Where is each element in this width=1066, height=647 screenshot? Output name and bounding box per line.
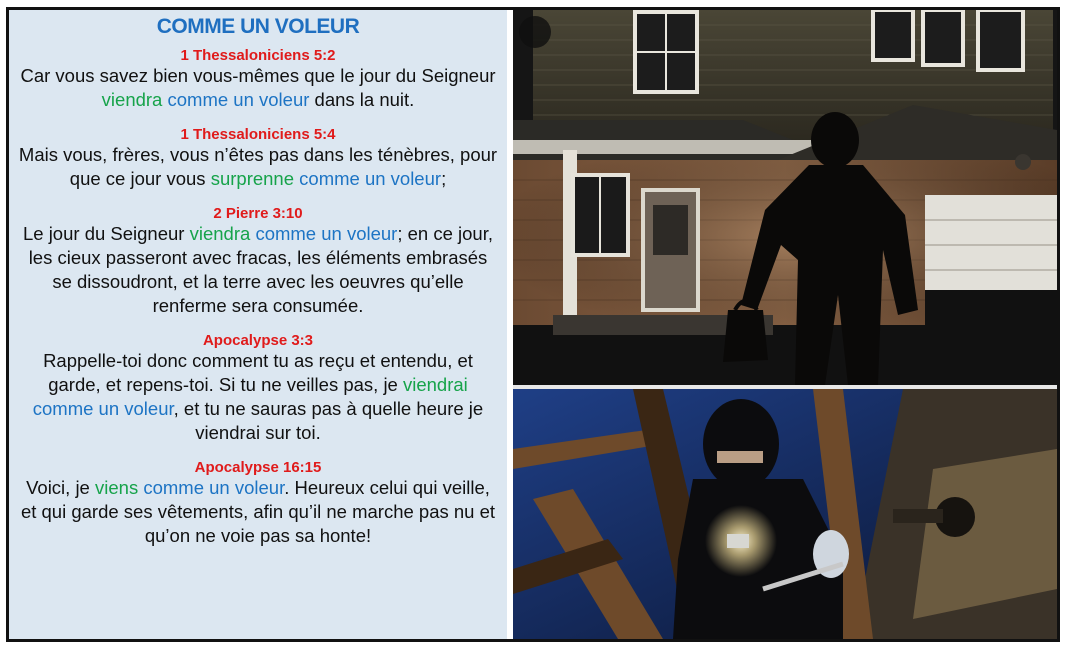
page-frame — [6, 7, 1060, 642]
verse-text: Mais vous, frères, vous n’êtes pas dans les ténèbres, pour que ce jour vous surprenne comme un voleur; — [18, 144, 498, 189]
burglar-window-photo — [513, 389, 1057, 639]
highlight-verb: viendra — [101, 89, 163, 110]
verse-reference: Apocalypse 16:15 — [194, 459, 322, 476]
highlight-verb: viendrai — [402, 374, 468, 395]
passage-3 — [9, 205, 507, 318]
verse-text: Voici, je viens comme un voleur. Heureux celui qui veille, et qui garde ses vêtements, afin qu’il ne marche pas nu et qu’on ne voie pas sa honte! — [20, 477, 496, 546]
highlight-phrase: comme un voleur — [299, 168, 442, 189]
highlight-phrase: comme un voleur — [32, 398, 174, 419]
verse-text: Car vous savez bien vous-mêmes que le jour du Seigneur viendra comme un voleur dans la nuit. — [20, 65, 496, 110]
passage-5 — [9, 459, 507, 548]
highlight-phrase: comme un voleur — [167, 89, 310, 110]
highlight-verb: viens — [95, 477, 139, 498]
passage-1 — [9, 47, 507, 112]
highlight-verb: viendra — [189, 223, 251, 244]
verse-text: Rappelle-toi donc comment tu as reçu et entendu, et garde, et repens-toi. Si tu ne veilles pas, je viendrai comme un voleur, et tu ne sauras pas à quelle heure je viendrai sur toi. — [32, 350, 484, 443]
passage-4 — [9, 332, 507, 445]
page-title: COMME UN VOLEUR — [156, 15, 360, 38]
scripture-panel — [9, 10, 507, 639]
highlight-phrase: comme un voleur — [143, 477, 285, 498]
verse-reference: 1 Thessaloniciens 5:4 — [180, 126, 336, 143]
burglar-window-illustration — [513, 389, 1057, 639]
verse-text: Le jour du Seigneur viendra comme un voleur; en ce jour, les cieux passeront avec fracas, les éléments embrasés se dissoudront, et la terre avec les oeuvres qu’elle renferme sera consumée. — [22, 223, 493, 316]
verse-reference: 1 Thessaloniciens 5:2 — [180, 47, 336, 64]
burglar-house-illustration — [513, 10, 1057, 385]
verse-reference: Apocalypse 3:3 — [202, 332, 314, 349]
passage-2 — [9, 126, 507, 191]
highlight-verb: surprenne — [210, 168, 295, 189]
verse-reference: 2 Pierre 3:10 — [213, 205, 303, 222]
highlight-phrase: comme un voleur — [255, 223, 398, 244]
burglar-house-photo — [513, 10, 1057, 385]
